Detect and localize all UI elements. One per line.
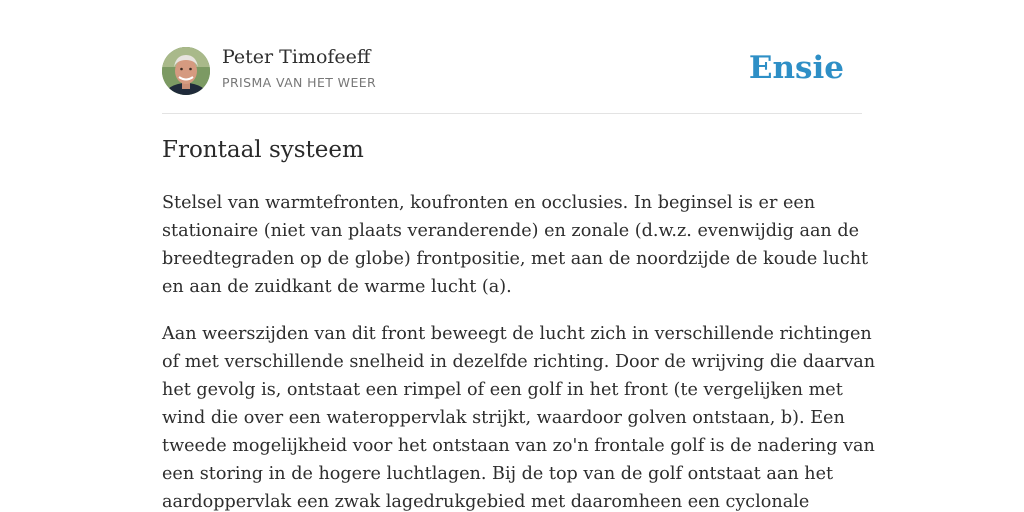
article-body xyxy=(162,189,876,512)
article-title: Frontaal systeem xyxy=(162,137,364,163)
paragraph-1 xyxy=(162,189,869,301)
header-divider xyxy=(162,113,862,114)
paragraph-line: tweede mogelijkheid voor het ontstaan van zo'n frontale golf is de nadering van xyxy=(162,436,875,456)
brand-logo[interactable]: Ensie xyxy=(748,50,844,86)
paragraph-line: en aan de zuidkant de warme lucht (a). xyxy=(162,277,512,297)
paragraph-line: een storing in de hogere luchtlagen. Bij de top van de golf ontstaat aan het xyxy=(162,464,834,484)
author-avatar[interactable] xyxy=(162,47,210,95)
paragraph-line: wind die over een wateroppervlak strijkt, waardoor golven ontstaan, b). Een xyxy=(162,408,845,428)
paragraph-line: het gevolg is, ontstaat een rimpel of een golf in het front (te vergelijken met xyxy=(162,380,843,400)
paragraph-line: breedtegraden op de globe) frontpositie, met aan de noordzijde de koude lucht xyxy=(162,249,869,269)
paragraph-line: aardoppervlak een zwak lagedrukgebied met daaromheen een cyclonale xyxy=(162,492,810,512)
article-header xyxy=(162,44,862,114)
author-name[interactable]: Peter Timofeeff xyxy=(222,46,371,68)
paragraph-line: stationaire (niet van plaats veranderende) en zonale (d.w.z. evenwijdig aan de xyxy=(162,221,860,241)
paragraph-line: of met verschillende snelheid in dezelfde richting. Door de wrijving die daarvan xyxy=(162,352,876,372)
paragraph-line: Aan weerszijden van dit front beweegt de lucht zich in verschillende richtingen xyxy=(162,324,872,344)
author-source[interactable]: PRISMA VAN HET WEER xyxy=(222,75,377,90)
author-portrait-icon xyxy=(162,47,210,95)
paragraph-2 xyxy=(162,320,876,512)
paragraph-line: Stelsel van warmtefronten, koufronten en occlusies. In beginsel is er een xyxy=(162,193,816,213)
